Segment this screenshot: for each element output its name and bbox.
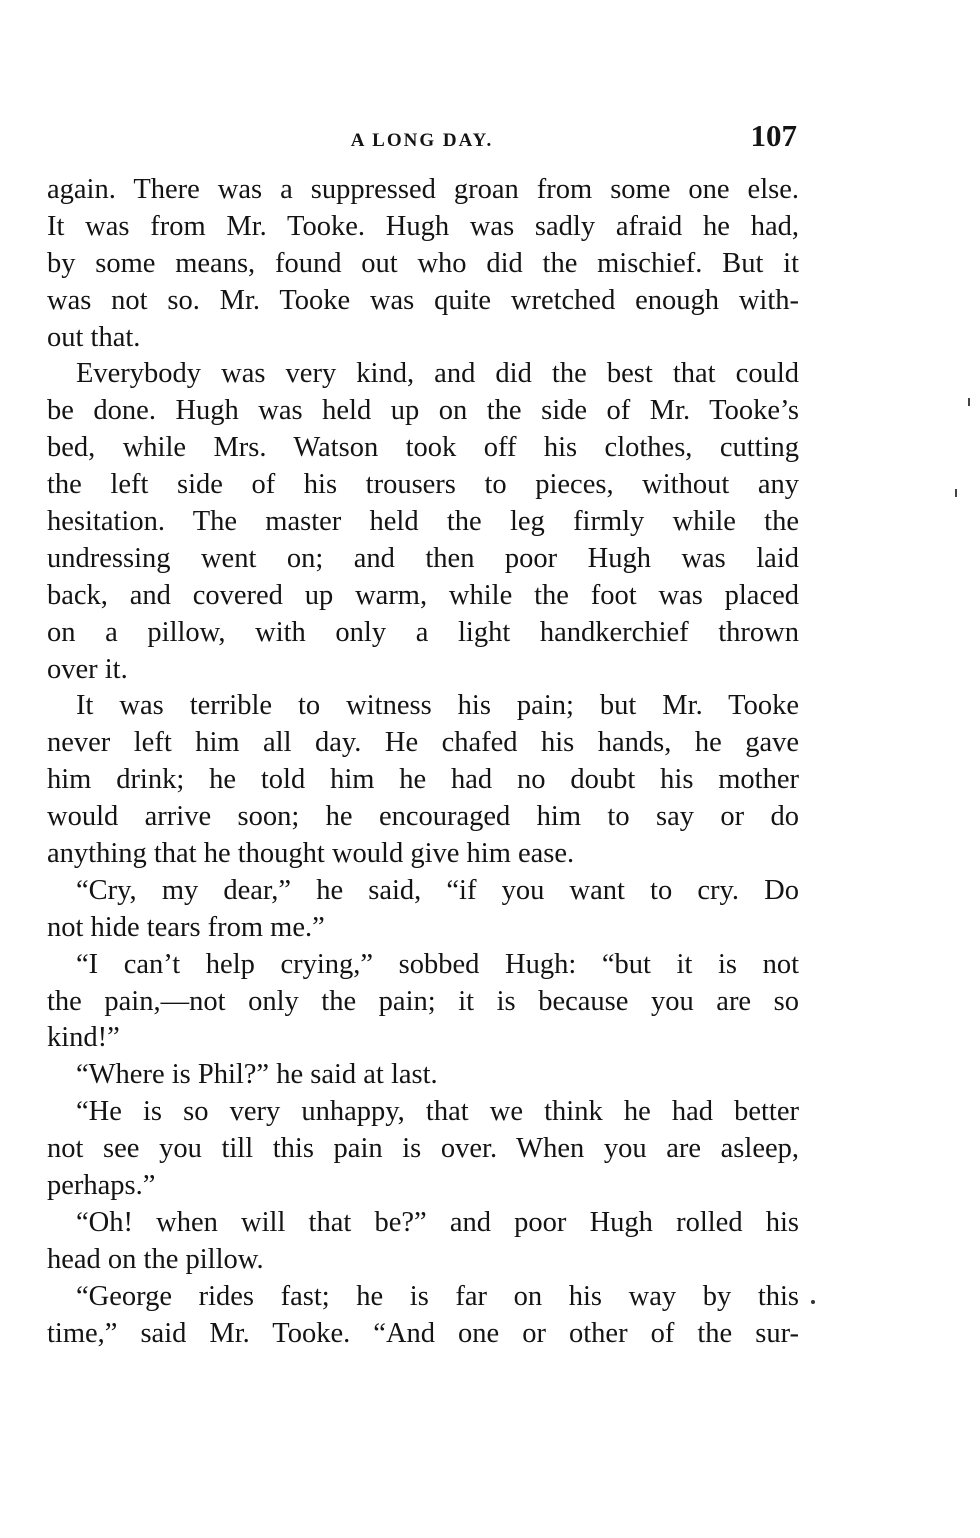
text-line: not hide tears from me.” (47, 911, 325, 943)
margin-speck (968, 398, 970, 406)
text-line: bed, while Mrs. Watson took off his clothes, cutting (47, 432, 799, 464)
text-line: would arrive soon; he encouraged him to say or do (47, 801, 799, 833)
body-text (47, 172, 799, 1353)
text-line: on a pillow, with only a light handkerchief thrown (47, 616, 799, 648)
text-line: “Cry, my dear,” he said, “if you want to cry. Do (76, 874, 799, 906)
page-number: 107 (750, 118, 797, 153)
text-line: never left him all day. He chafed his hands, he gave (47, 727, 799, 759)
text-line: “I can’t help crying,” sobbed Hugh: “but it is not (76, 948, 799, 980)
text-line: “Oh! when will that be?” and poor Hugh rolled his (76, 1206, 799, 1238)
text-line: be done. Hugh was held up on the side of Mr. Tooke’s (47, 395, 799, 427)
text-line: perhaps.” (47, 1170, 156, 1202)
text-line: back, and covered up warm, while the foot was placed (47, 579, 799, 611)
text-line: the left side of his trousers to pieces, without any (47, 469, 799, 501)
text-line: undressing went on; and then poor Hugh was laid (47, 542, 799, 574)
text-line: It was terrible to witness his pain; but Mr. Tooke (76, 690, 799, 722)
text-line: not see you till this pain is over. When you are asleep, (47, 1133, 799, 1165)
text-line: out that. (47, 321, 141, 353)
margin-speck (811, 1300, 815, 1304)
page-header (47, 118, 797, 158)
text-line: head on the pillow. (47, 1243, 264, 1275)
text-line: “George rides fast; he is far on his way by this (76, 1280, 799, 1312)
text-line: “He is so very unhappy, that we think he had better (76, 1096, 799, 1128)
text-line: hesitation. The master held the leg firmly while the (47, 506, 799, 538)
margin-speck (955, 489, 957, 497)
text-line: Everybody was very kind, and did the best that could (76, 358, 799, 390)
text-line: him drink; he told him he had no doubt his mother (47, 764, 799, 796)
text-line: by some means, found out who did the mischief. But it (47, 247, 799, 279)
text-line: again. There was a suppressed groan from some one else. (47, 174, 799, 205)
text-line: time,” said Mr. Tooke. “And one or other of the sur- (47, 1317, 799, 1349)
text-line: kind!” (47, 1022, 120, 1054)
text-line: It was from Mr. Tooke. Hugh was sadly afraid he had, (47, 210, 799, 242)
running-title: A LONG DAY. (350, 130, 494, 151)
text-line: “Where is Phil?” he said at last. (76, 1059, 438, 1091)
text-line: over it. (47, 653, 128, 685)
text-line: was not so. Mr. Tooke was quite wretched enough with- (47, 284, 799, 316)
text-line: the pain,—not only the pain; it is because you are so (47, 985, 799, 1017)
text-line: anything that he thought would give him ease. (47, 838, 575, 870)
